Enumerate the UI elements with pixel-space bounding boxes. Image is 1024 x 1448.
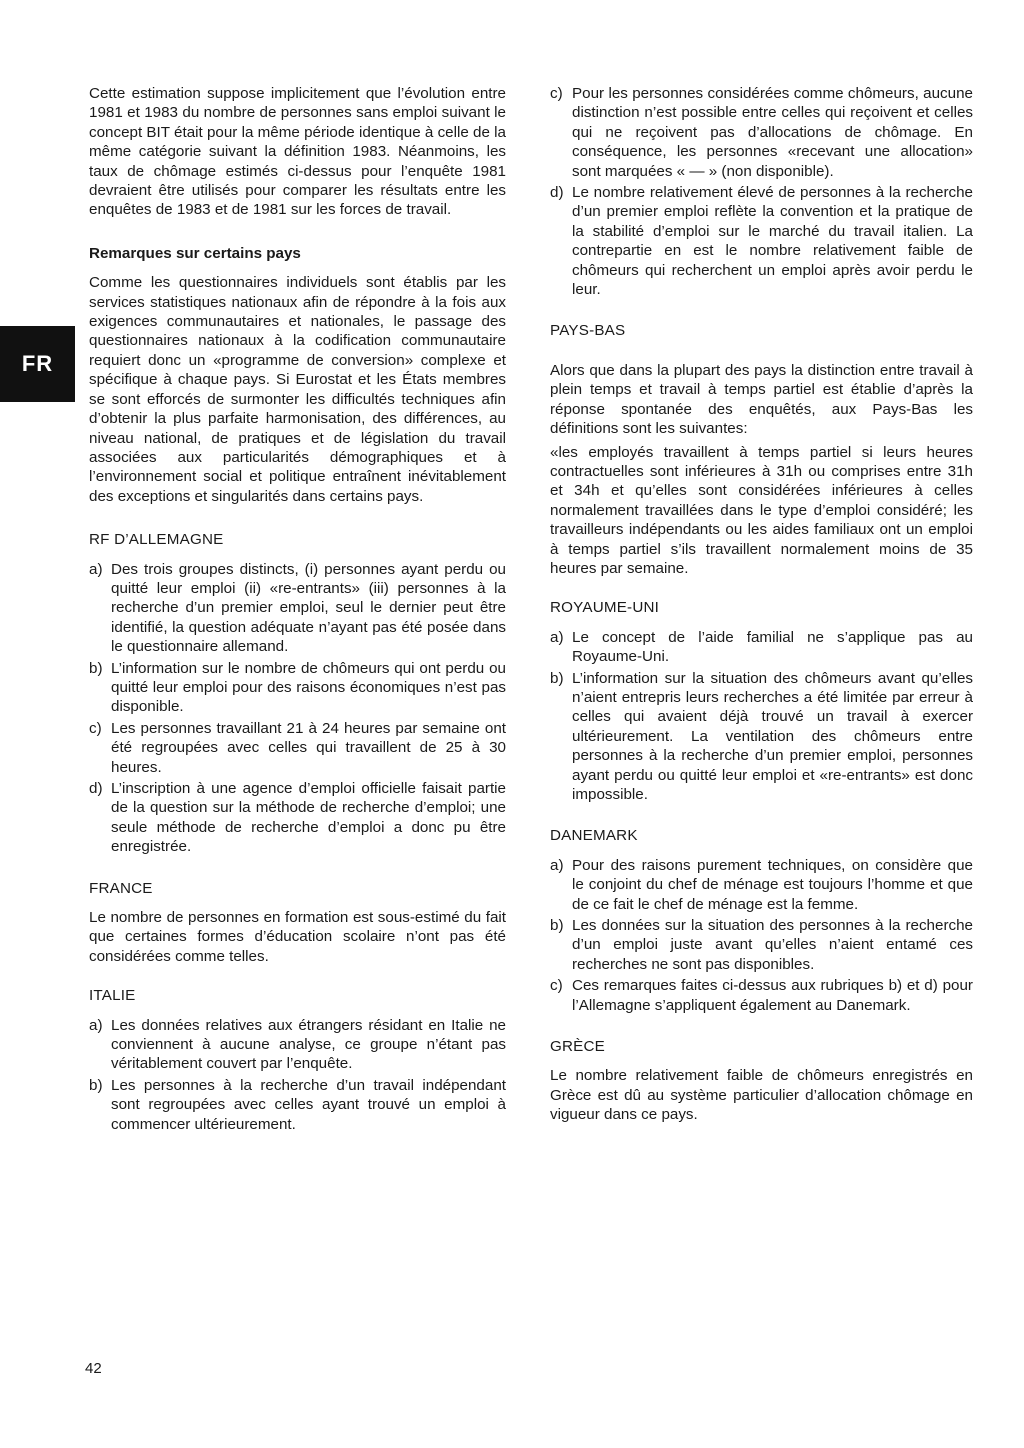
item-text: Les personnes à la recherche d’un travail indépendant sont regroupées avec celles ayant trouvé un emploi à commencer ultérieurement. [111,1076,506,1133]
list-item [550,916,973,974]
france-paragraph: Le nombre de personnes en formation est sous-estimé du fait que certaines formes d’éducation scolaire n’ont pas été considérées comme telles. [89,909,506,965]
netherlands-paragraph-2: «les employés travaillent à temps partiel si leurs heures contractuelles sont inférieures à 31h ou comprises entre 31h et 34h et qu’elles sont considérées inférieures à celles normalement travaillées dans le type d’emploi considéré; les travailleurs indépendants ou les aides familiaux ont un emploi à temps partiel s’ils travaillent normalement moins de 35 heures par semaine. [550,443,973,577]
left-column [89,84,506,1136]
netherlands-paragraph-1: Alors que dans la plupart des pays la distinction entre travail à plein temps et travail à temps partiel est établie d’après la réponse spontanée des enquêtés, aux Pays-Bas les définitions sont les suivantes: [550,361,973,438]
item-text: Les données relatives aux étrangers résidant en Italie ne conviennent à aucune analyse, ce groupe n’étant pas véritablement couvert par l’enquête. [111,1016,506,1073]
item-letter: b) [89,1076,103,1094]
france-title: FRANCE [89,879,153,897]
item-text: Pour des raisons purement techniques, on considère que le conjoint du chef de ménage est toujours l’homme et que de ce fait le chef de ménage est la femme. [572,856,973,913]
list-item [89,779,506,857]
right-column [550,84,973,1125]
denmark-list [550,856,973,1015]
item-text: Les personnes travaillant 21 à 24 heures par semaine ont été regroupées avec celles qui travaillent de 25 à 30 heures. [111,719,506,776]
item-text: Les données sur la situation des personnes à la recherche d’un emploi juste avant qu’elles n’aient entamé ces recherches ne sont pas disponibles. [572,917,973,973]
list-item [89,1016,506,1074]
item-letter: a) [89,560,103,578]
list-item [550,628,973,667]
item-letter: a) [550,856,564,874]
list-item [550,669,973,805]
item-letter: c) [550,85,563,102]
item-letter: c) [89,719,102,737]
germany-list [89,560,506,857]
item-text: Ces remarques faites ci-dessus aux rubriques b) et d) pour l’Allemagne s’appliquent également au Danemark. [572,977,973,1014]
language-tab: FR [0,326,75,402]
greece-paragraph: Le nombre relativement faible de chômeurs enregistrés en Grèce est dû au système particulier d’allocation chômage en vigueur dans ce pays. [550,1067,973,1124]
list-item [89,659,506,717]
intro-paragraph: Cette estimation suppose implicitement que l’évolution entre 1981 et 1983 du nombre de personnes sans emploi suivant le concept BIT était pour la même période identique à celle de la même catégorie suivant la définition 1983. Néanmoins, les taux de chômage estimés ci-dessus pour l’enquête 1981 devraient être utilisés pour comparer les résultats entre les enquêtes de 1983 et de 1981 sur les forces de travail. [89,85,506,219]
item-text: Le concept de l’aide familial ne s’applique pas au Royaume-Uni. [572,628,973,666]
italy-title: ITALIE [89,987,136,1005]
remarks-heading: Remarques sur certains pays [89,244,301,262]
list-item [550,84,973,181]
item-letter: d) [89,780,103,797]
item-letter: a) [89,1016,103,1034]
item-text: Pour les personnes considérées comme chômeurs, aucune distinction n’est possible entre celles qui reçoivent et celles qui ne reçoivent pas d’allocations de chômage. En conséquence, les personnes «recevant une allocation» sont marquées « — » (non disponible). [572,85,973,180]
list-item [550,976,973,1015]
germany-title: RF D’ALLEMAGNE [89,531,224,549]
italy-list-continued [550,84,973,299]
remarks-paragraph: Comme les questionnaires individuels sont établis par les services statistiques nationaux afin de répondre à la fois aux exigences communautaires et nationales, le passage des questionnaires nationaux à la codification communautaire requiert donc un «programme de conversion» complexe et spécifique à chaque pays. Si Eurostat et les États membres se sont efforcés de surmonter les difficultés techniques afin d’obtenir la plus parfaite harmonisation, des différences, au niveau national, de pratiques et de législation du travail associées aux particularités démographiques et à l’environnement social et politique entraînent inévitablement des exceptions et singularités dans certains pays. [89,274,506,505]
list-item [89,560,506,657]
item-letter: b) [89,659,103,677]
uk-title: ROYAUME-UNI [550,599,660,617]
item-letter: c) [550,977,563,995]
item-letter: b) [550,669,564,687]
list-item [550,183,973,299]
netherlands-title: PAYS-BAS [550,322,626,340]
list-item [89,1076,506,1134]
italy-list [89,1016,506,1134]
list-item [89,719,506,777]
item-text: L’inscription à une agence d’emploi officielle faisait partie de la question sur la méthode de recherche d’emploi; une seule méthode de recherche d’emploi a donc pu être enregistrée. [111,780,506,856]
page-number: 42 [85,1360,102,1377]
uk-list [550,628,973,805]
item-text: Des trois groupes distincts, (i) personnes ayant perdu ou quitté leur emploi (ii) «re-entrants» (iii) personnes à la recherche d’un premier emploi, seul le dernier peut être identifié, la question adéquate n’ayant pas été posée dans le questionnaire allemand. [111,560,506,656]
item-text: Le nombre relativement élevé de personnes à la recherche d’un premier emploi reflète la convention et la pratique de la stabilité d’emploi sur le marché du travail italien. La contrepartie en est le nombre relativement faible de chômeurs qui recherchent un emploi après avoir perdu le leur. [572,184,973,299]
item-letter: a) [550,628,564,646]
denmark-title: DANEMARK [550,827,638,845]
item-text: L’information sur la situation des chômeurs avant qu’elles n’aient entrepris leurs recherches a été limitée par erreur à celles qui avaient déjà trouvé un travail à exercer ultérieurement. La ventilation des chômeurs entre personnes à la recherche d’un premier emploi, personnes ayant perdu ou quitté leur emploi et «re-entrants» est donc impossible. [572,669,973,803]
item-text: L’information sur le nombre de chômeurs qui ont perdu ou quitté leur emploi pour des raisons économiques n’est pas disponible. [111,659,506,716]
item-letter: d) [550,184,564,202]
item-letter: b) [550,917,564,935]
greece-title: GRÈCE [550,1038,606,1056]
list-item [550,856,973,914]
